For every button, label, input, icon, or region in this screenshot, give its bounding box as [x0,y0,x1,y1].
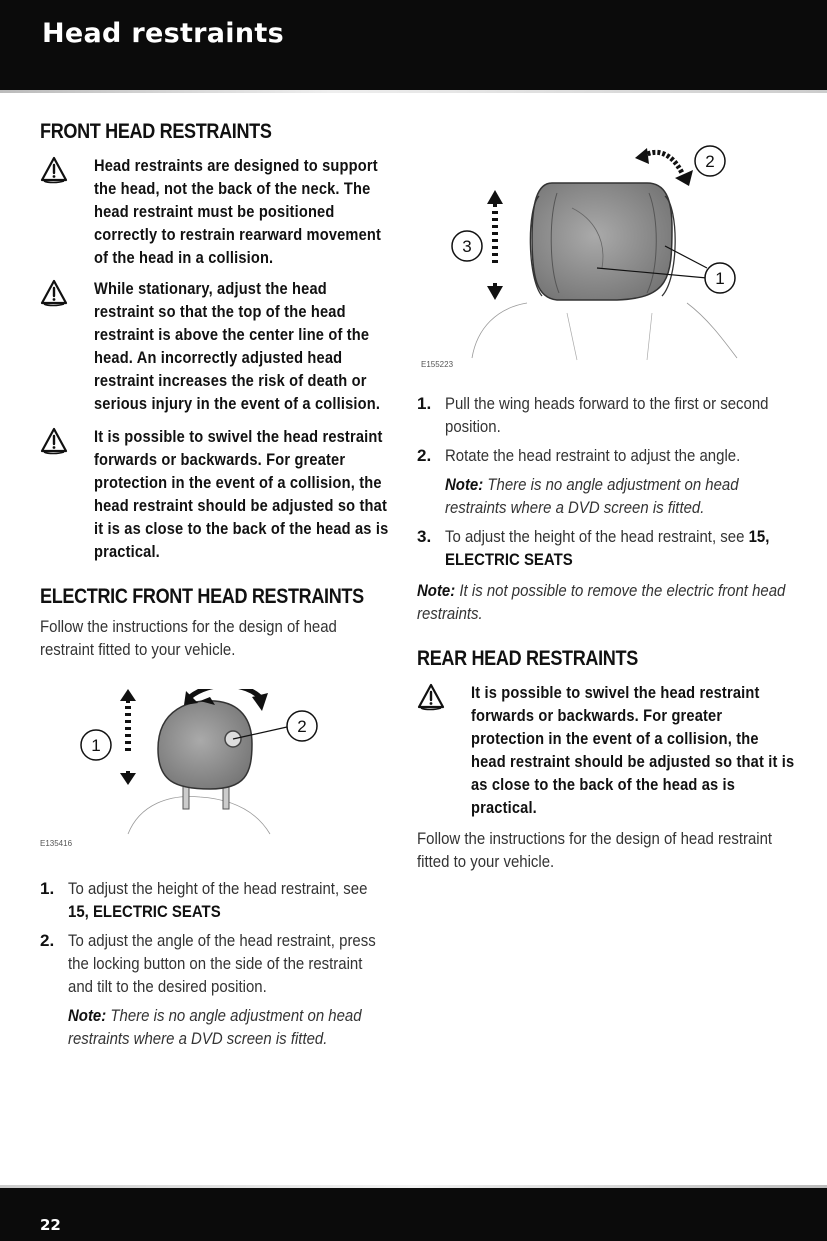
note-text: There is no angle adjustment on head restraints where a DVD screen is fitted. [445,475,739,517]
note [68,1004,388,1050]
warning-icon [417,683,445,711]
callout-2: 2 [705,152,715,171]
electric-headrest-figure [40,689,340,849]
warning-icon [40,427,68,455]
list-item [417,392,797,438]
warning-block [417,681,797,819]
step-text: To adjust the height of the head restraint, see [445,527,745,546]
warning-block [40,425,390,563]
note-text: There is no angle adjustment on head restraints where a DVD screen is fitted. [68,1006,362,1048]
note-label: Note: [445,475,484,494]
wing-headrest-figure [417,128,747,378]
cross-reference-link[interactable]: 15, ELECTRIC SEATS [445,527,770,569]
note-text: It is not possible to remove the electric front head restraints. [417,581,786,623]
wing-steps [417,392,797,571]
rear-head-restraints-heading: REAR HEAD RESTRAINTS [417,647,638,670]
electric-head-restraints-heading: ELECTRIC FRONT HEAD RESTRAINTS [40,585,364,608]
list-item [417,525,797,571]
left-column [40,120,390,1050]
electric-steps [40,877,390,1050]
wing-headrest-illustration [417,128,747,373]
header-bar [0,0,827,90]
step-text: Rotate the head restraint to adjust the angle. [445,446,741,465]
figure-id: E155223 [421,360,454,369]
warning-block [40,154,390,269]
step-number: 2. [40,931,55,950]
callout-2: 2 [297,717,307,736]
step-text: To adjust the height of the head restraint, see [68,879,368,898]
warning-text: Head restraints are designed to support the head, not the back of the neck. The head restraint must be positioned correctly to restrain rearward movement of the head in a collision. [94,156,382,267]
warning-block [40,277,390,415]
note [417,579,795,625]
step-number: 3. [417,527,432,546]
tilt-arrow-icon [635,148,693,186]
list-item [40,877,390,923]
height-arrow-icon [487,190,503,300]
page-title: Head restraints [42,18,284,49]
callout-3: 3 [462,237,472,256]
step-number: 2. [417,446,432,465]
list-item [40,929,390,1050]
electric-intro: Follow the instructions for the design of head restraint fitted to your vehicle. [40,617,337,659]
note [445,473,795,519]
header-divider [0,90,827,93]
step-number: 1. [40,879,55,898]
rear-body-text: Follow the instructions for the design of head restraint fitted to your vehicle. [417,829,773,871]
front-head-restraints-heading: FRONT HEAD RESTRAINTS [40,120,272,143]
warning-text: While stationary, adjust the head restraint so that the top of the head restraint is above the center line of the head. An incorrectly adjusted head restraint increases the risk of death or serious injury in the event of a collision. [94,279,381,413]
warning-icon [40,279,68,307]
warning-icon [40,156,68,184]
callout-1: 1 [91,736,101,755]
note-label: Note: [68,1006,107,1025]
height-arrow-icon [120,689,136,785]
warning-text: It is possible to swivel the head restraint forwards or backwards. For greater protection in the event of a collision, the head restraint should be adjusted so that it is as close to the back of the head as is practical. [471,683,795,817]
figure-id: E135416 [40,839,73,848]
note-label: Note: [417,581,456,600]
step-text: Pull the wing heads forward to the first or second position. [445,394,769,436]
step-text: To adjust the angle of the head restraint, press the locking button on the side of the restraint and tilt to the desired position. [68,931,376,996]
list-item [417,444,797,519]
page-number: 22 [40,1216,61,1234]
cross-reference-link[interactable]: 15, ELECTRIC SEATS [68,902,221,921]
step-number: 1. [417,394,432,413]
warning-text: It is possible to swivel the head restraint forwards or backwards. For greater protection in the event of a collision, the head restraint should be adjusted so that it is as close to the back of the head as is practical. [94,427,389,561]
footer-bar [0,1188,827,1241]
right-column [417,120,797,873]
headrest-illustration [40,689,340,849]
callout-1: 1 [715,269,725,288]
